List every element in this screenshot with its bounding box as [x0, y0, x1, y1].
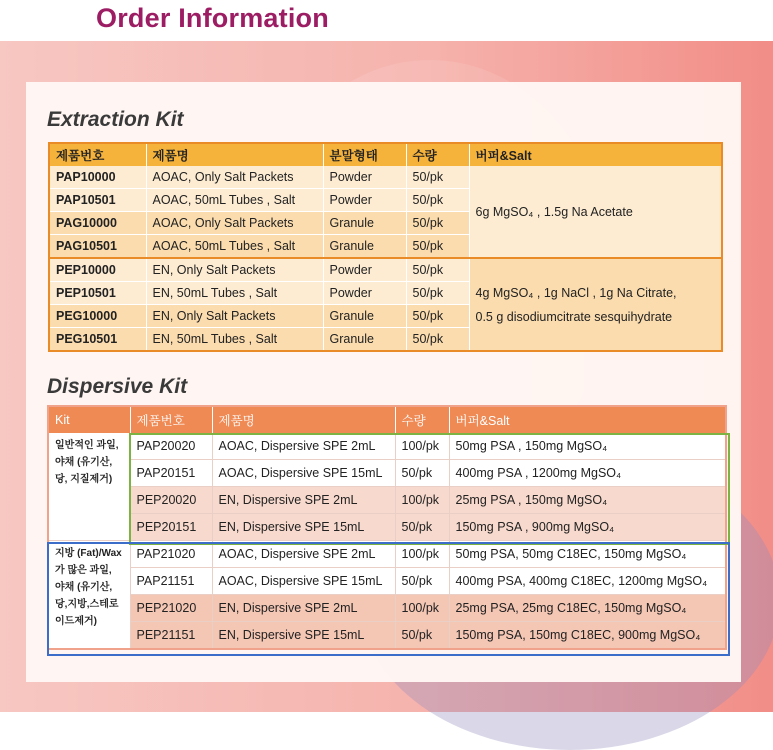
powder-form: Granule [323, 328, 406, 352]
table-header-row [48, 406, 726, 433]
quantity: 50/pk [406, 189, 469, 212]
product-name: EN, 50mL Tubes , Salt [146, 328, 323, 352]
buffer-salt: 50mg PSA, 50mg C18EC, 150mg MgSO₄ [449, 541, 726, 568]
quantity: 100/pk [395, 595, 449, 622]
quantity: 100/pk [395, 433, 449, 460]
extraction-kit-title: Extraction Kit [47, 108, 184, 131]
table-row [48, 595, 726, 622]
product-code: PAG10000 [49, 212, 146, 235]
buffer-salt: 150mg PSA , 900mg MgSO₄ [449, 514, 726, 541]
table-header-row [49, 143, 722, 166]
column-header: 제품번호 [130, 406, 212, 433]
product-code: PAP20151 [130, 460, 212, 487]
column-header: 제품명 [212, 406, 395, 433]
table-row [49, 258, 722, 282]
quantity: 50/pk [406, 212, 469, 235]
buffer-salt: 6g MgSO₄ , 1.5g Na Acetate [469, 166, 722, 258]
powder-form: Powder [323, 189, 406, 212]
powder-form: Granule [323, 235, 406, 259]
quantity: 50/pk [406, 258, 469, 282]
powder-form: Powder [323, 282, 406, 305]
column-header: Kit [48, 406, 130, 433]
buffer-salt: 400mg PSA, 400mg C18EC, 1200mg MgSO₄ [449, 568, 726, 595]
buffer-salt: 400mg PSA , 1200mg MgSO₄ [449, 460, 726, 487]
table-row [49, 166, 722, 189]
buffer-salt-line: 0.5 g disodiumcitrate sesquihydrate [475, 309, 673, 324]
product-name: AOAC, 50mL Tubes , Salt [146, 189, 323, 212]
quantity: 50/pk [406, 235, 469, 259]
table-row [48, 460, 726, 487]
product-code: PAP10000 [49, 166, 146, 189]
quantity: 100/pk [395, 487, 449, 514]
powder-form: Powder [323, 258, 406, 282]
quantity: 50/pk [395, 514, 449, 541]
powder-form: Granule [323, 305, 406, 328]
product-name: AOAC, 50mL Tubes , Salt [146, 235, 323, 259]
dispersive-kit-title: Dispersive Kit [47, 375, 188, 398]
product-name: EN, Dispersive SPE 15mL [212, 514, 395, 541]
product-name: EN, 50mL Tubes , Salt [146, 282, 323, 305]
product-name: AOAC, Only Salt Packets [146, 212, 323, 235]
column-header: 버퍼&Salt [449, 406, 726, 433]
quantity: 50/pk [395, 460, 449, 487]
product-code: PAG10501 [49, 235, 146, 259]
buffer-salt: 25mg PSA , 150mg MgSO₄ [449, 487, 726, 514]
product-name: EN, Only Salt Packets [146, 305, 323, 328]
dispersive-kit-table [47, 405, 727, 650]
table-row [48, 433, 726, 460]
buffer-salt: 25mg PSA, 25mg C18EC, 150mg MgSO₄ [449, 595, 726, 622]
table-row [48, 514, 726, 541]
product-name: AOAC, Dispersive SPE 2mL [212, 433, 395, 460]
buffer-salt: 150mg PSA, 150mg C18EC, 900mg MgSO₄ [449, 622, 726, 650]
table-row [48, 487, 726, 514]
product-name: EN, Dispersive SPE 15mL [212, 622, 395, 650]
column-header: 제품번호 [49, 143, 146, 166]
table-row [48, 568, 726, 595]
quantity: 50/pk [406, 282, 469, 305]
product-name: EN, Dispersive SPE 2mL [212, 595, 395, 622]
extraction-kit-table [48, 142, 723, 352]
product-name: AOAC, Only Salt Packets [146, 166, 323, 189]
column-header: 수량 [406, 143, 469, 166]
powder-form: Granule [323, 212, 406, 235]
buffer-salt [469, 258, 722, 351]
product-code: PEP20151 [130, 514, 212, 541]
buffer-salt: 50mg PSA , 150mg MgSO₄ [449, 433, 726, 460]
kit-description: 지방 (Fat)/Wax가 많은 과일, 야채 (유기산, 당,지방,스테로이드제거) [48, 541, 130, 650]
product-code: PAP10501 [49, 189, 146, 212]
product-name: EN, Dispersive SPE 2mL [212, 487, 395, 514]
kit-description: 일반적인 과일, 야채 (유기산, 당, 지질제거) [48, 433, 130, 541]
product-code: PAP21020 [130, 541, 212, 568]
table-row [48, 622, 726, 650]
product-code: PEP21020 [130, 595, 212, 622]
product-code: PEP21151 [130, 622, 212, 650]
quantity: 100/pk [395, 541, 449, 568]
page-title: Order Information [96, 3, 329, 33]
product-code: PAP21151 [130, 568, 212, 595]
column-header: 제품명 [146, 143, 323, 166]
buffer-salt-line: 4g MgSO₄ , 1g NaCl , 1g Na Citrate, [475, 285, 677, 300]
product-name: AOAC, Dispersive SPE 15mL [212, 568, 395, 595]
quantity: 50/pk [406, 305, 469, 328]
product-name: AOAC, Dispersive SPE 15mL [212, 460, 395, 487]
quantity: 50/pk [406, 166, 469, 189]
powder-form: Powder [323, 166, 406, 189]
column-header: 버퍼&Salt [469, 143, 722, 166]
product-code: PEG10501 [49, 328, 146, 352]
product-name: AOAC, Dispersive SPE 2mL [212, 541, 395, 568]
product-code: PEG10000 [49, 305, 146, 328]
column-header: 분말형태 [323, 143, 406, 166]
product-code: PAP20020 [130, 433, 212, 460]
product-code: PEP10000 [49, 258, 146, 282]
table-row [48, 541, 726, 568]
product-code: PEP20020 [130, 487, 212, 514]
quantity: 50/pk [395, 568, 449, 595]
quantity: 50/pk [395, 622, 449, 650]
quantity: 50/pk [406, 328, 469, 352]
column-header: 수량 [395, 406, 449, 433]
product-code: PEP10501 [49, 282, 146, 305]
product-name: EN, Only Salt Packets [146, 258, 323, 282]
